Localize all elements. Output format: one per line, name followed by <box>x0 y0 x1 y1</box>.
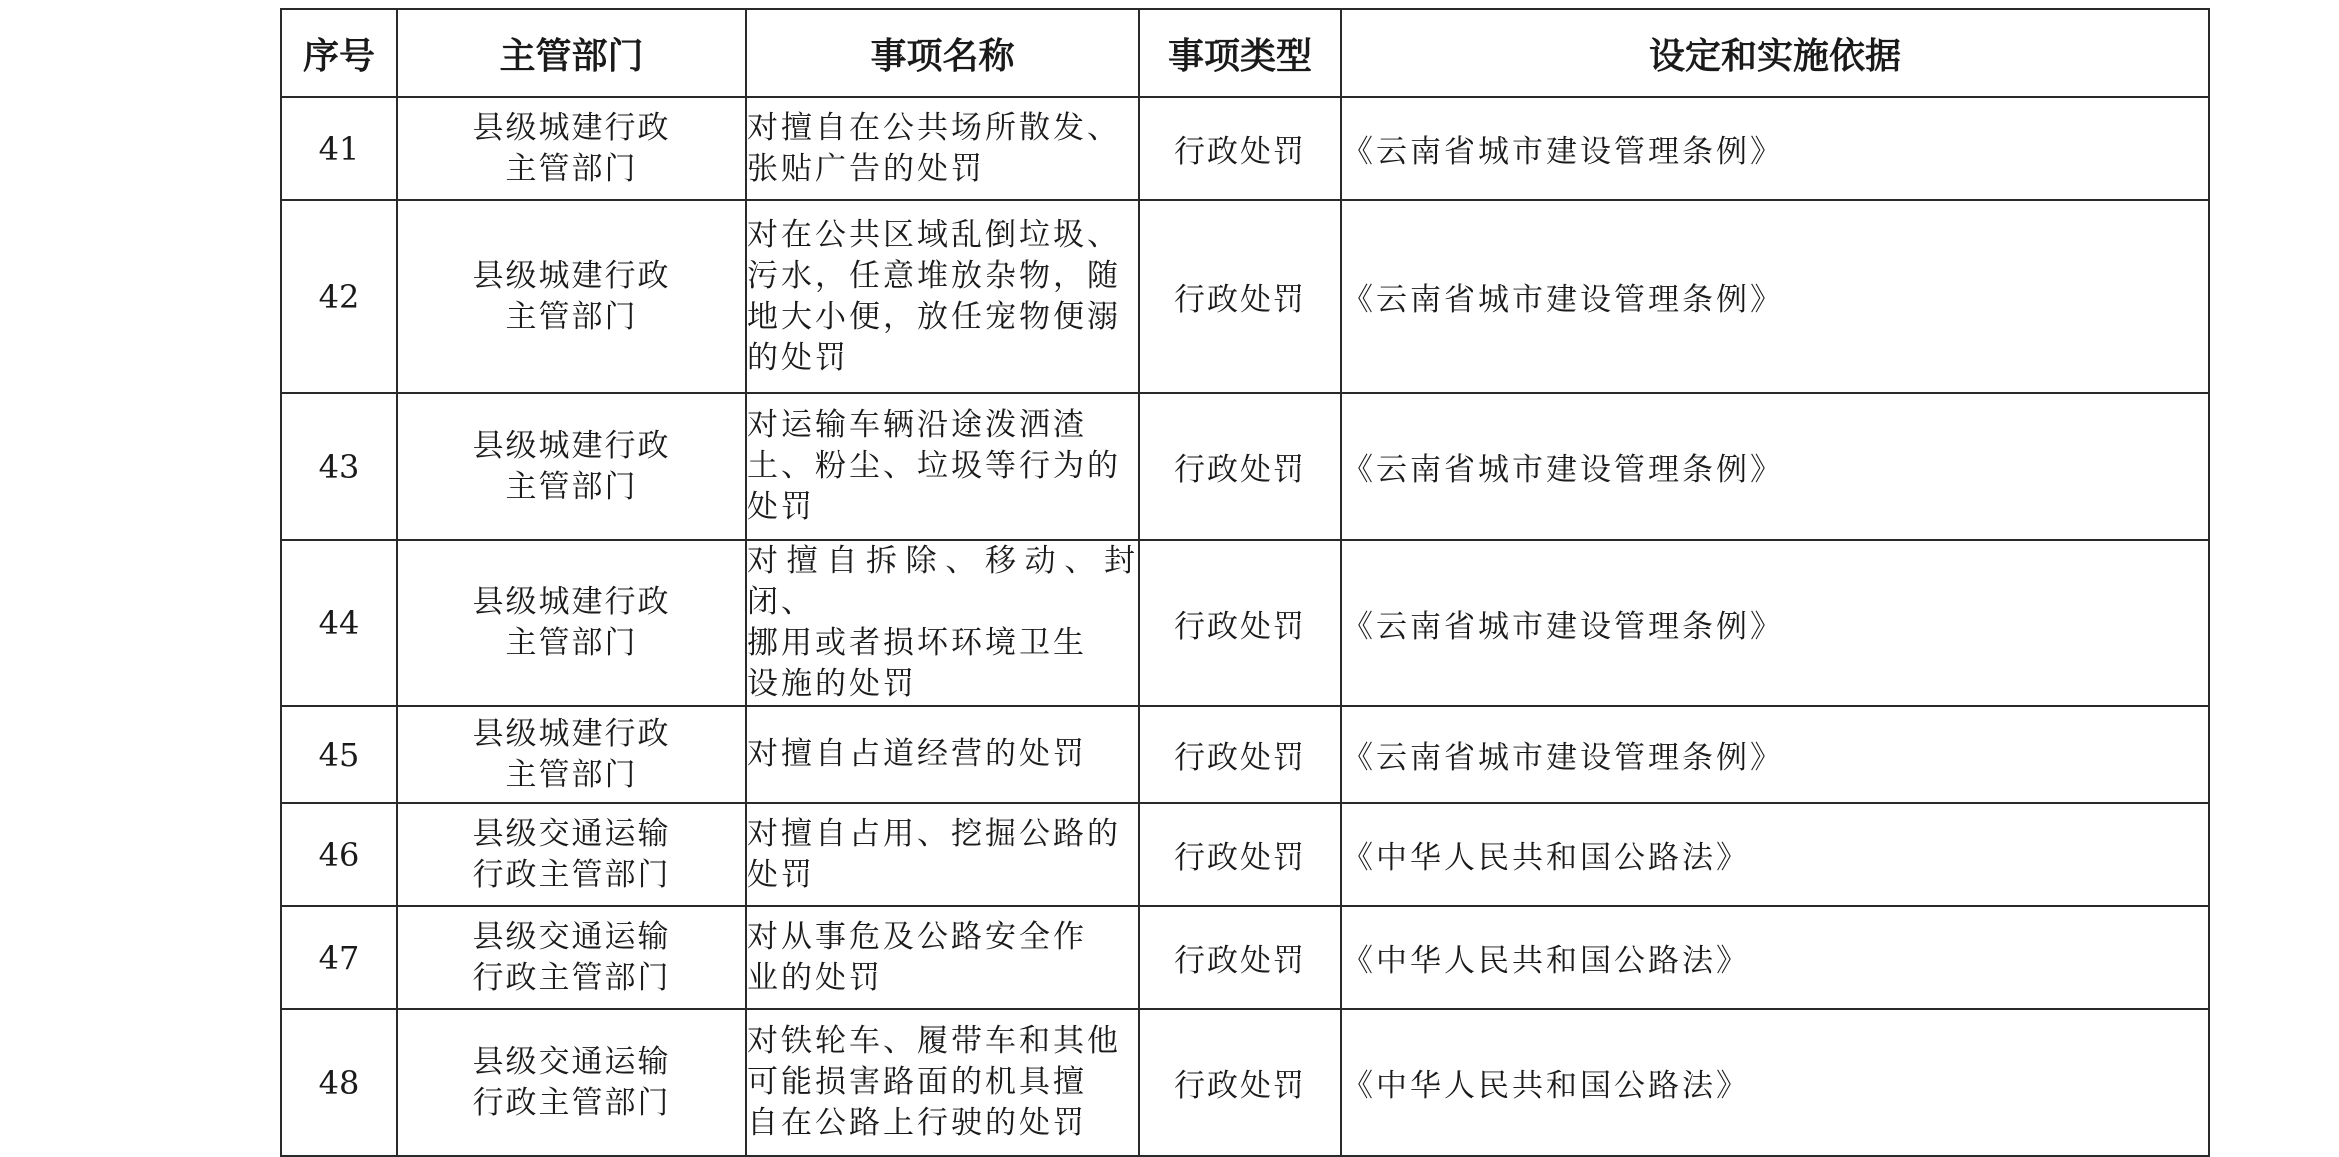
cell-department <box>397 393 746 540</box>
cell-serial-number: 41 <box>281 97 397 200</box>
cell-serial-number: 43 <box>281 393 397 540</box>
table-row <box>281 1009 2209 1156</box>
department-line: 县级城建行政 <box>472 427 671 464</box>
cell-legal-basis: 《中华人民共和国公路法》 <box>1341 1009 2209 1156</box>
department-line: 县级城建行政 <box>472 715 671 752</box>
table-header-row <box>281 9 2209 97</box>
cell-item-type: 行政处罚 <box>1139 200 1341 393</box>
cell-item-type: 行政处罚 <box>1139 803 1341 906</box>
department-line: 主管部门 <box>505 468 638 505</box>
cell-item-type: 行政处罚 <box>1139 97 1341 200</box>
header-item-name: 事项名称 <box>746 9 1139 97</box>
department-line: 主管部门 <box>505 150 638 187</box>
cell-item-name <box>746 906 1139 1009</box>
cell-department <box>397 200 746 393</box>
cell-item-name <box>746 706 1139 803</box>
cell-item-name <box>746 1009 1139 1156</box>
department-line: 行政主管部门 <box>472 959 671 996</box>
department-line: 县级城建行政 <box>472 584 671 620</box>
cell-department <box>397 1009 746 1156</box>
header-department: 主管部门 <box>397 9 746 97</box>
cell-serial-number: 46 <box>281 803 397 906</box>
item-name-line: 对铁轮车、履带车和其他 <box>747 1023 1121 1059</box>
cell-serial-number: 44 <box>281 540 397 706</box>
cell-item-type: 行政处罚 <box>1139 1009 1341 1156</box>
cell-legal-basis: 《云南省城市建设管理条例》 <box>1341 393 2209 540</box>
department-line: 县级城建行政 <box>472 257 671 294</box>
item-name-line: 对从事危及公路安全作 <box>747 918 1087 955</box>
cell-department <box>397 97 746 200</box>
cell-serial-number: 42 <box>281 200 397 393</box>
item-name-line: 对在公共区域乱倒垃圾、 <box>747 216 1121 253</box>
item-name-line: 对擅自拆除、移动、封闭、 <box>747 543 1138 620</box>
item-name-line: 挪用或者损坏环境卫生 <box>747 625 1087 661</box>
cell-item-name <box>746 393 1139 540</box>
item-name-line: 处罚 <box>747 489 815 525</box>
department-line: 行政主管部门 <box>472 856 671 893</box>
table-row <box>281 97 2209 200</box>
cell-item-name <box>746 540 1139 706</box>
header-legal-basis: 设定和实施依据 <box>1341 9 2209 97</box>
cell-legal-basis: 《中华人民共和国公路法》 <box>1341 906 2209 1009</box>
item-name-line: 对擅自在公共场所散发、 <box>747 109 1121 146</box>
item-name-line: 污水，任意堆放杂物，随 <box>747 257 1121 294</box>
item-name-line: 对运输车辆沿途泼洒渣 <box>747 407 1087 443</box>
table-row <box>281 540 2209 706</box>
cell-serial-number: 48 <box>281 1009 397 1156</box>
cell-legal-basis: 《云南省城市建设管理条例》 <box>1341 200 2209 393</box>
item-name-line: 对擅自占用、挖掘公路的 <box>747 815 1121 852</box>
item-name-line: 的处罚 <box>747 339 849 376</box>
department-line: 县级交通运输 <box>472 918 671 955</box>
cell-item-type: 行政处罚 <box>1139 393 1341 540</box>
table-row <box>281 200 2209 393</box>
cell-department <box>397 803 746 906</box>
cell-department <box>397 906 746 1009</box>
cell-serial-number: 47 <box>281 906 397 1009</box>
header-item-type: 事项类型 <box>1139 9 1341 97</box>
item-name-line: 地大小便，放任宠物便溺 <box>747 298 1121 335</box>
item-name-line: 处罚 <box>747 856 815 893</box>
department-line: 县级交通运输 <box>472 815 671 852</box>
item-name-line: 业的处罚 <box>747 959 883 996</box>
table-row <box>281 803 2209 906</box>
item-name-line: 对擅自占道经营的处罚 <box>747 736 1087 772</box>
cell-legal-basis: 《中华人民共和国公路法》 <box>1341 803 2209 906</box>
cell-item-type: 行政处罚 <box>1139 906 1341 1009</box>
cell-item-type: 行政处罚 <box>1139 540 1341 706</box>
cell-item-type: 行政处罚 <box>1139 706 1341 803</box>
cell-department <box>397 706 746 803</box>
cell-item-name <box>746 803 1139 906</box>
cell-item-name <box>746 200 1139 393</box>
cell-item-name <box>746 97 1139 200</box>
item-name-line: 土、粉尘、垃圾等行为的 <box>747 448 1121 484</box>
table-row <box>281 393 2209 540</box>
department-line: 主管部门 <box>505 298 638 335</box>
matters-table <box>280 8 2210 1157</box>
cell-legal-basis: 《云南省城市建设管理条例》 <box>1341 706 2209 803</box>
cell-legal-basis: 《云南省城市建设管理条例》 <box>1341 540 2209 706</box>
item-name-line: 自在公路上行驶的处罚 <box>747 1105 1087 1141</box>
cell-legal-basis: 《云南省城市建设管理条例》 <box>1341 97 2209 200</box>
department-line: 主管部门 <box>505 625 638 661</box>
cell-department <box>397 540 746 706</box>
item-name-line: 张贴广告的处罚 <box>747 150 985 187</box>
table-row <box>281 706 2209 803</box>
cell-serial-number: 45 <box>281 706 397 803</box>
department-line: 行政主管部门 <box>472 1084 671 1121</box>
item-name-line: 设施的处罚 <box>747 666 917 702</box>
department-line: 县级交通运输 <box>472 1043 671 1080</box>
department-line: 县级城建行政 <box>472 109 671 146</box>
header-serial-number: 序号 <box>281 9 397 97</box>
table-row <box>281 906 2209 1009</box>
item-name-line: 可能损害路面的机具擅 <box>747 1064 1087 1100</box>
department-line: 主管部门 <box>505 756 638 793</box>
